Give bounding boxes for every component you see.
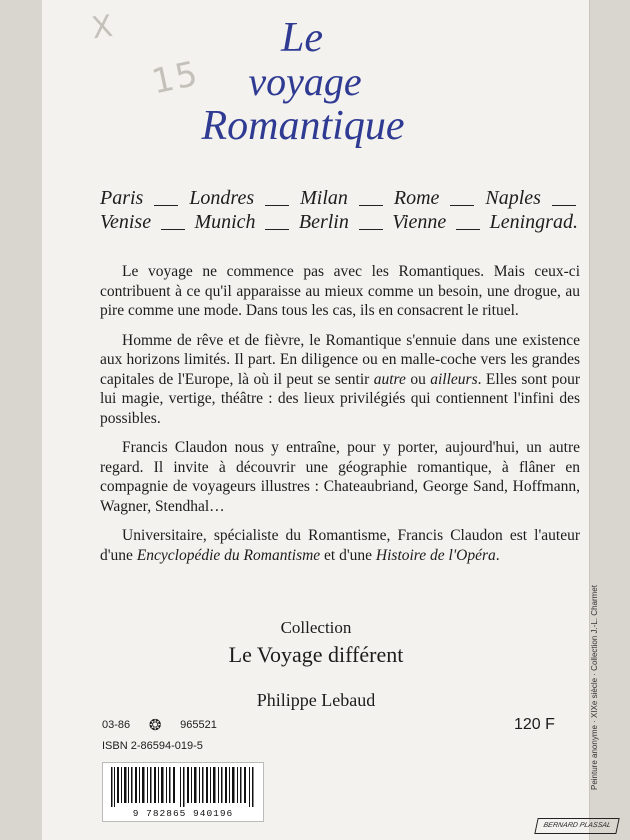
city-list <box>100 186 578 234</box>
publisher-logo-icon: ❂ <box>148 717 162 734</box>
paragraph-3: Francis Claudon nous y entraîne, pour y porter, aujourd'hui, un autre regard. Il invite à découvrir une géographie romantique, à flâner en compagnie de voyageurs illustres : Chateaubriand, George Sand, Hoffmann, Wagner, Stendhal… <box>100 439 580 515</box>
paragraph-4: Universitaire, spécialiste du Romantisme, Francis Claudon est l'auteur d'une Encyclopédie du Romantisme et d'une Histoire de l'Opéra. <box>100 527 580 564</box>
publisher-name: Philippe Lebaud <box>256 690 376 710</box>
paragraph-2: Homme de rêve et de fièvre, le Romantique s'ennuie dans une existence aux horizons limités. Il part. En diligence ou en malle-coche vers les grandes capitales de l'Europe, là où il peut se sentir autre ou ailleurs. Elles sont pour lui magie, vertige, théâtre : des lieux privilégiés qui contiennent l'infini des possibles. <box>100 331 581 427</box>
paragraph-1: Le voyage ne commence pas avec les Romantiques. Mais ceux-ci contribuent à ce qu'il apparaisse au mieux comme un besoin, une drogue, au pire comme une mode. Dans tous les cas, ils en consacrent le rituel. <box>100 263 580 319</box>
pencil-mark-number: 15 <box>148 53 203 103</box>
book-title <box>42 16 590 148</box>
city-name: Munich <box>194 211 256 233</box>
city-name: Rome <box>393 187 440 209</box>
catalog-info <box>102 716 582 752</box>
cover-illustration-credit: Peinture anonyme · XIXe siècle · Collection J.-L. Charmet <box>590 585 599 790</box>
catalog-code: 03-86 <box>102 719 131 731</box>
book-back-cover <box>42 0 612 840</box>
city-name: Milan <box>300 187 348 209</box>
barcode-bars <box>109 767 257 807</box>
price: 120 F <box>514 716 555 733</box>
blurb <box>100 262 580 575</box>
city-name: Berlin <box>298 211 349 233</box>
printer-stamp: BERNARD PLASSAL <box>534 818 619 834</box>
city-name: Venise <box>100 211 152 233</box>
barcode-digits: 9 782865 940196 <box>132 808 234 819</box>
isbn: ISBN 2-86594-019-5 <box>102 740 203 752</box>
city-row-2 <box>100 210 578 234</box>
title-line-3: Romantique <box>201 103 405 149</box>
city-name: Londres <box>189 187 255 209</box>
city-name: Vienne <box>392 211 447 233</box>
title-line-1: Le <box>281 15 323 61</box>
collection-name: Le Voyage différent <box>228 642 404 667</box>
collection-label: Collection <box>280 618 352 637</box>
title-line-2: voyage <box>248 59 362 104</box>
city-name: Paris <box>100 187 144 209</box>
barcode <box>102 762 264 822</box>
city-name: Naples <box>485 187 541 209</box>
collection-info <box>42 618 590 668</box>
catalog-number: 965521 <box>180 719 217 731</box>
pencil-mark: X <box>89 8 117 47</box>
city-name: Leningrad. <box>489 211 578 233</box>
